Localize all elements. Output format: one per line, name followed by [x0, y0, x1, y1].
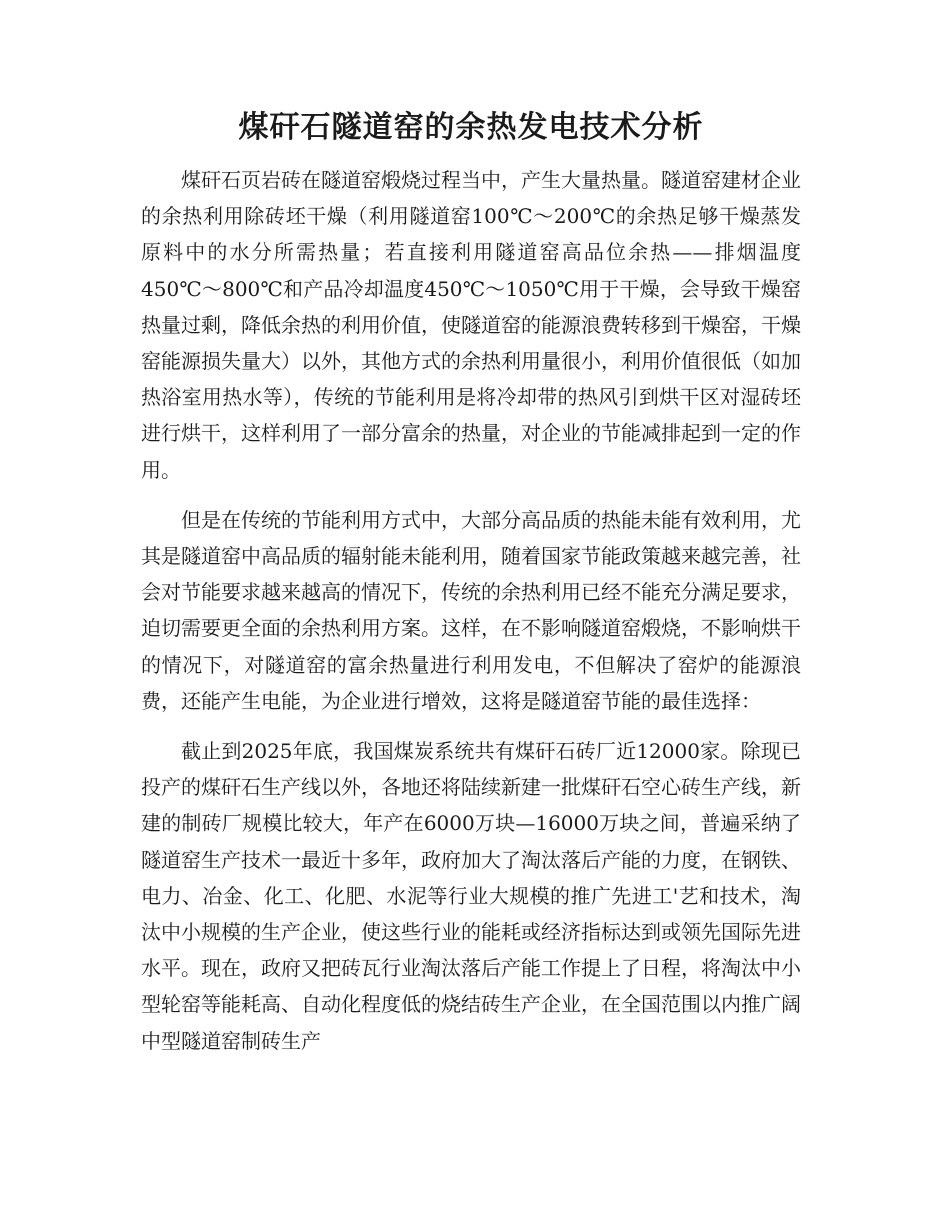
- paragraph-2: 但是在传统的节能利用方式中，大部分高品质的热能未能有效利用，尤其是隧道窑中高品质的辐射能未能利用，随着国家节能政策越来越完善，社会对节能要求越来越高的情况下，传统的余热利用已经不能充分满足要求，迫切需要更全面的余热利用方案。这样，在不影响隧道窑煅烧，不影响烘干的情况下，对隧道窑的富余热量进行利用发电，不但解决了窑炉的能源浪费，还能产生电能，为企业进行增效，这将是隧道窑节能的最佳选择：: [141, 507, 801, 713]
- document-title: 煤矸石隧道窑的余热发电技术分析: [238, 110, 704, 145]
- paragraph-1: 煤矸石页岩砖在隧道窑煅烧过程当中，产生大量热量。隧道窑建材企业的余热利用除砖坯干燥（利用隧道窑100℃～200℃的余热足够干燥蒸发原料中的水分所需热量；若直接利用隧道窑高品位余热——排烟温度450℃～800℃和产品冷却温度450℃～1050℃用于干燥，会导致干燥窑热量过剩，降低余热的利用价值，使隧道窑的能源浪费转移到干燥窑，干燥窑能源损失量大）以外，其他方式的余热利用量很小，利用价值很低（如加热浴室用热水等），传统的节能利用是将冷却带的热风引到烘干区对湿砖坯进行烘干，这样利用了一部分富余的热量，对企业的节能减排起到一定的作用。: [141, 168, 801, 482]
- document-page: [141, 108, 801, 1073]
- paragraph-3: 截止到2025年底，我国煤炭系统共有煤矸石砖厂近12000家。除现已投产的煤矸石生产线以外，各地还将陆续新建一批煤矸石空心砖生产线，新建的制砖厂规模比较大，年产在6000万块—16000万块之间，普遍采纳了隧道窑生产技术一最近十多年，政府加大了淘汰落后产能的力度，在钢铁、电力、冶金、化工、化肥、水泥等行业大规模的推广先进工'艺和技术，淘汰中小规模的生产企业，使这些行业的能耗或经济指标达到或领先国际先进水平。现在，政府又把砖瓦行业淘汰落后产能工作提上了日程，将淘汰中小型轮窑等能耗高、自动化程度低的烧结砖生产企业，在全国范围以内推广阔中型隧道窑制砖生产: [141, 739, 801, 1053]
